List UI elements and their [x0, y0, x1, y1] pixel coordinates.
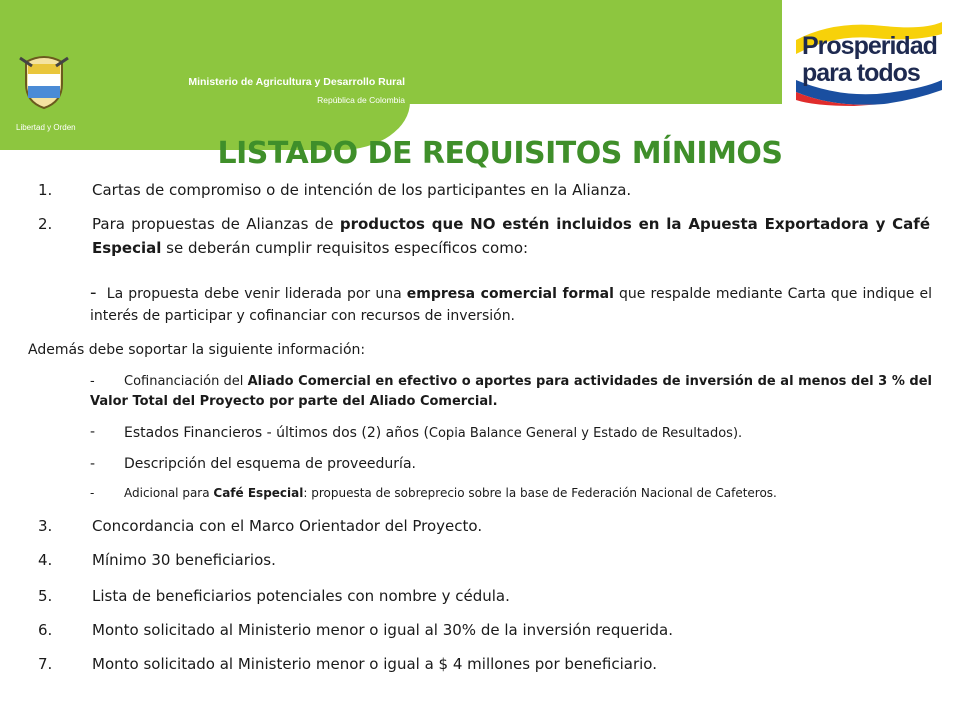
list-item: 5. Lista de beneficiarios potenciales con nombre y cédula. — [38, 587, 510, 605]
item-text: Cartas de compromiso o de intención de los participantes en la Alianza. — [92, 181, 632, 199]
page-title: LISTADO DE REQUISITOS MÍNIMOS — [217, 136, 783, 171]
coat-of-arms-icon — [18, 52, 70, 110]
list-item — [38, 212, 930, 260]
sub-item: - Adicional para Café Especial: propuesta de sobreprecio sobre la base de Federación Nacional de Cafeteros. — [90, 486, 932, 500]
prosperidad-logo — [790, 14, 948, 106]
dash-item — [90, 282, 932, 327]
intro-text: Además debe soportar la siguiente información: — [28, 342, 366, 358]
list-item: 6. Monto solicitado al Ministerio menor o igual al 30% de la inversión requerida. — [38, 621, 673, 639]
sub-text: Cofinanciación del Aliado Comercial en efectivo o aportes para actividades de inversión de al menos del 3 % del Valor Total del Proyecto por parte del Aliado Comercial. — [90, 374, 933, 409]
sub-item: - Estados Financieros - últimos dos (2) años (Copia Balance General y Estado de Resultados). — [90, 424, 932, 444]
item-number: 2. — [38, 215, 53, 233]
motto-text: Libertad y Orden — [16, 123, 76, 132]
ministry-name: Ministerio de Agricultura y Desarrollo Rural — [188, 76, 405, 88]
brand-line1: Prosperidad — [802, 32, 937, 60]
brand-line2: para todos — [802, 59, 920, 87]
list-item: 7. Monto solicitado al Ministerio menor o igual a $ 4 millones por beneficiario. — [38, 655, 657, 673]
sub-text: Descripción del esquema de proveeduría. — [124, 456, 416, 472]
sub-item: - Cofinanciación del Aliado Comercial en efectivo o aportes para actividades de inversión de al menos del 3 % del Valor Total del Proyecto por parte del Aliado Comercial. — [90, 372, 932, 412]
item-number: 1. — [38, 181, 53, 199]
item-text: Para propuestas de Alianzas de productos que NO estén incluidos en la Apuesta Exportadora y Café Especial se deberán cumplir requisitos específicos como: — [92, 215, 930, 257]
list-item — [38, 178, 930, 202]
list-item: 3. Concordancia con el Marco Orientador del Proyecto. — [38, 517, 483, 535]
sub-text: Estados Financieros - últimos dos (2) años (Copia Balance General y Estado de Resultados). — [124, 425, 743, 441]
republic-name: República de Colombia — [317, 95, 405, 105]
sub-item: - Descripción del esquema de proveeduría. — [90, 456, 932, 472]
sub-text: Adicional para Café Especial: propuesta de sobreprecio sobre la base de Federación Nacional de Cafeteros. — [124, 486, 777, 500]
dash-text: - La propuesta debe venir liderada por una empresa comercial formal que respalde mediante Carta que indique el interés de participar y cofinanciar con recursos de inversión. — [90, 282, 932, 324]
list-item: 4. Mínimo 30 beneficiarios. — [38, 551, 276, 569]
